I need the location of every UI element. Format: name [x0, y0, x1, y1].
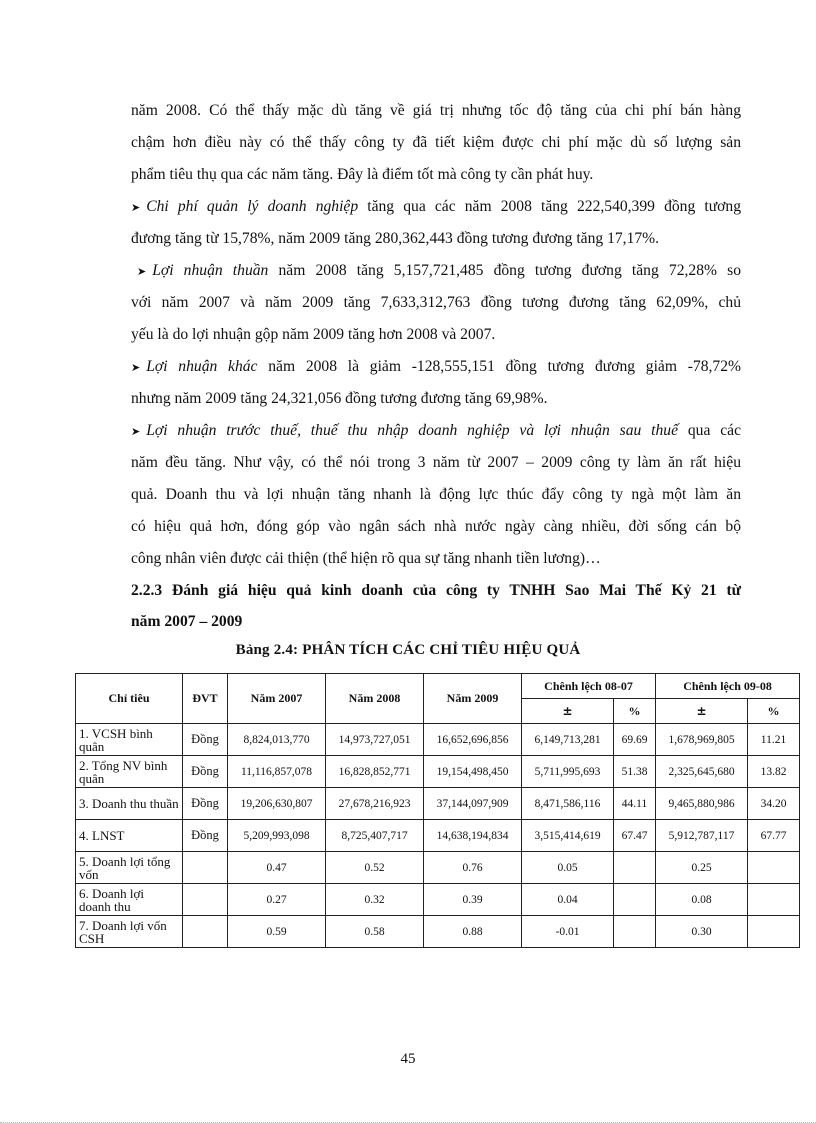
diff-08-07-value: 0.05	[522, 852, 614, 884]
paragraph-line: đương tăng từ 15,78%, năm 2009 tăng 280,362,443 đồng tương đương tăng 17,17%.	[131, 230, 660, 247]
table-row	[76, 724, 800, 756]
table-row	[76, 884, 800, 916]
value-2007: 0.47	[228, 852, 326, 884]
table-caption: Bảng 2.4: PHÂN TÍCH CÁC CHỈ TIÊU HIỆU QUẢ	[235, 642, 581, 658]
paragraph-line: nhưng năm 2009 tăng 24,321,056 đồng tương đương tăng 69,98%.	[131, 390, 548, 407]
paragraph-line: có hiệu quả hơn, đóng góp vào ngân sách nhà nước ngày càng nhiều, đời sống cán bộ	[131, 518, 741, 535]
unit-cell	[183, 884, 228, 916]
diff-09-08-percent	[748, 884, 800, 916]
table-row	[76, 820, 800, 852]
diff-08-07-value: 0.04	[522, 884, 614, 916]
diff-09-08-value: 0.30	[656, 916, 748, 948]
arrow-bullet-icon: ➤	[131, 425, 141, 438]
header-plus-minus: ±	[522, 699, 614, 724]
value-2008: 0.58	[326, 916, 424, 948]
header-year-2009: Năm 2009	[424, 674, 522, 724]
header-percent: %	[748, 699, 800, 724]
arrow-bullet-icon: ➤	[137, 265, 147, 278]
table-row	[76, 756, 800, 788]
value-2008: 0.32	[326, 884, 424, 916]
header-diff-09-08: Chênh lệch 09-08	[656, 674, 800, 699]
diff-08-07-value: 8,471,586,116	[522, 788, 614, 820]
row-label: 2. Tổng NV bình quân	[76, 756, 183, 788]
value-2007: 19,206,630,807	[228, 788, 326, 820]
diff-09-08-percent	[748, 852, 800, 884]
diff-09-08-percent	[748, 916, 800, 948]
diff-09-08-percent: 34.20	[748, 788, 800, 820]
value-2009: 0.76	[424, 852, 522, 884]
value-2008: 0.52	[326, 852, 424, 884]
bullet-term: Lợi nhuận khác	[146, 358, 258, 375]
header-year-2007: Năm 2007	[228, 674, 326, 724]
value-2009: 37,144,097,909	[424, 788, 522, 820]
header-chi-tieu: Chỉ tiêu	[76, 674, 183, 724]
page-number: 45	[400, 1051, 416, 1067]
value-2009: 16,652,696,856	[424, 724, 522, 756]
bullet-term: Lợi nhuận trước thuế, thuế thu nhập doanh nghiệp và lợi nhuận sau thuế	[146, 422, 679, 439]
value-2007: 8,824,013,770	[228, 724, 326, 756]
paragraph-line: năm 2008. Có thể thấy mặc dù tăng về giá trị nhưng tốc độ tăng của chi phí bán hàng	[131, 102, 741, 119]
diff-08-07-percent: 69.69	[614, 724, 656, 756]
header-dvt: ĐVT	[183, 674, 228, 724]
table-row	[76, 916, 800, 948]
value-2008: 14,973,727,051	[326, 724, 424, 756]
value-2008: 8,725,407,717	[326, 820, 424, 852]
arrow-bullet-icon: ➤	[131, 361, 141, 374]
value-2008: 16,828,852,771	[326, 756, 424, 788]
value-2008: 27,678,216,923	[326, 788, 424, 820]
unit-cell	[183, 852, 228, 884]
header-plus-minus: ±	[656, 699, 748, 724]
diff-09-08-value: 2,325,645,680	[656, 756, 748, 788]
section-heading-line: năm 2007 – 2009	[131, 613, 243, 630]
paragraph-line: chậm hơn điều này có thể thấy công ty đã tiết kiệm được chi phí mặc dù số lượng sản	[131, 134, 741, 151]
unit-cell: Đồng	[183, 756, 228, 788]
arrow-bullet-icon: ➤	[131, 201, 141, 214]
bullet-item-profit-tax: ➤ Lợi nhuận trước thuế, thuế thu nhập doanh nghiệp và lợi nhuận sau thuế qua các	[131, 422, 741, 439]
table-row	[76, 788, 800, 820]
bullet-item-management-cost: ➤ Chi phí quản lý doanh nghiệp tăng qua các năm 2008 tăng 222,540,399 đồng tương	[131, 198, 741, 215]
paragraph-line: phẩm tiêu thụ qua các năm tăng. Đây là điểm tốt mà công ty cần phát huy.	[131, 166, 594, 183]
header-year-2008: Năm 2008	[326, 674, 424, 724]
unit-cell: Đồng	[183, 788, 228, 820]
section-heading-line: 2.2.3 Đánh giá hiệu quả kinh doanh của công ty TNHH Sao Mai Thế Kỷ 21 từ	[131, 582, 741, 599]
diff-09-08-value: 5,912,787,117	[656, 820, 748, 852]
diff-08-07-percent: 44.11	[614, 788, 656, 820]
diff-09-08-value: 1,678,969,805	[656, 724, 748, 756]
table-body	[76, 724, 800, 948]
paragraph-line: năm đều tăng. Như vậy, có thể nói trong 3 năm từ 2007 – 2009 công ty làm ăn rất hiệu	[131, 454, 741, 471]
bullet-item-other-profit: ➤ Lợi nhuận khác năm 2008 là giảm -128,555,151 đồng tương đương giảm -78,72%	[131, 358, 741, 375]
row-label: 7. Doanh lợi vốn CSH	[76, 916, 183, 948]
paragraph-line: quả. Doanh thu và lợi nhuận tăng nhanh là động lực thúc đẩy công ty ngà một làm ăn	[131, 486, 741, 503]
bullet-item-net-profit: ➤ Lợi nhuận thuần năm 2008 tăng 5,157,721,485 đồng tương đương tăng 72,28% so	[137, 262, 741, 279]
diff-09-08-percent: 13.82	[748, 756, 800, 788]
unit-cell: Đồng	[183, 724, 228, 756]
diff-09-08-value: 0.25	[656, 852, 748, 884]
paragraph-line: yếu là do lợi nhuận gộp năm 2009 tăng hơn 2008 và 2007.	[131, 326, 496, 343]
diff-08-07-value: 3,515,414,619	[522, 820, 614, 852]
value-2007: 0.59	[228, 916, 326, 948]
unit-cell	[183, 916, 228, 948]
diff-09-08-value: 0.08	[656, 884, 748, 916]
paragraph-line: với năm 2007 và năm 2009 tăng 7,633,312,763 đồng tương đương tăng 62,09%, chủ	[131, 294, 741, 311]
diff-09-08-value: 9,465,880,986	[656, 788, 748, 820]
diff-08-07-value: 6,149,713,281	[522, 724, 614, 756]
diff-08-07-value: -0.01	[522, 916, 614, 948]
row-label: 6. Doanh lợi doanh thu	[76, 884, 183, 916]
value-2009: 0.39	[424, 884, 522, 916]
unit-cell: Đồng	[183, 820, 228, 852]
table-row	[76, 852, 800, 884]
diff-08-07-percent	[614, 884, 656, 916]
diff-08-07-percent	[614, 852, 656, 884]
header-diff-08-07: Chênh lệch 08-07	[522, 674, 656, 699]
row-label: 5. Doanh lợi tổng vốn	[76, 852, 183, 884]
body-text	[131, 95, 741, 575]
value-2007: 0.27	[228, 884, 326, 916]
diff-09-08-percent: 67.77	[748, 820, 800, 852]
value-2009: 0.88	[424, 916, 522, 948]
diff-08-07-percent: 51.38	[614, 756, 656, 788]
header-percent: %	[614, 699, 656, 724]
diff-08-07-value: 5,711,995,693	[522, 756, 614, 788]
row-label: 3. Doanh thu thuần	[76, 788, 183, 820]
value-2009: 19,154,498,450	[424, 756, 522, 788]
diff-09-08-percent: 11.21	[748, 724, 800, 756]
paragraph-line: công nhân viên được cải thiện (thể hiện rõ qua sự tăng nhanh tiền lương)…	[131, 550, 601, 567]
value-2009: 14,638,194,834	[424, 820, 522, 852]
efficiency-table	[75, 673, 800, 948]
diff-08-07-percent: 67.47	[614, 820, 656, 852]
value-2007: 5,209,993,098	[228, 820, 326, 852]
value-2007: 11,116,857,078	[228, 756, 326, 788]
bullet-term: Lợi nhuận thuần	[152, 262, 269, 279]
row-label: 4. LNST	[76, 820, 183, 852]
bullet-term: Chi phí quản lý doanh nghiệp	[146, 198, 359, 215]
diff-08-07-percent	[614, 916, 656, 948]
row-label: 1. VCSH bình quân	[76, 724, 183, 756]
section-heading	[131, 575, 741, 637]
